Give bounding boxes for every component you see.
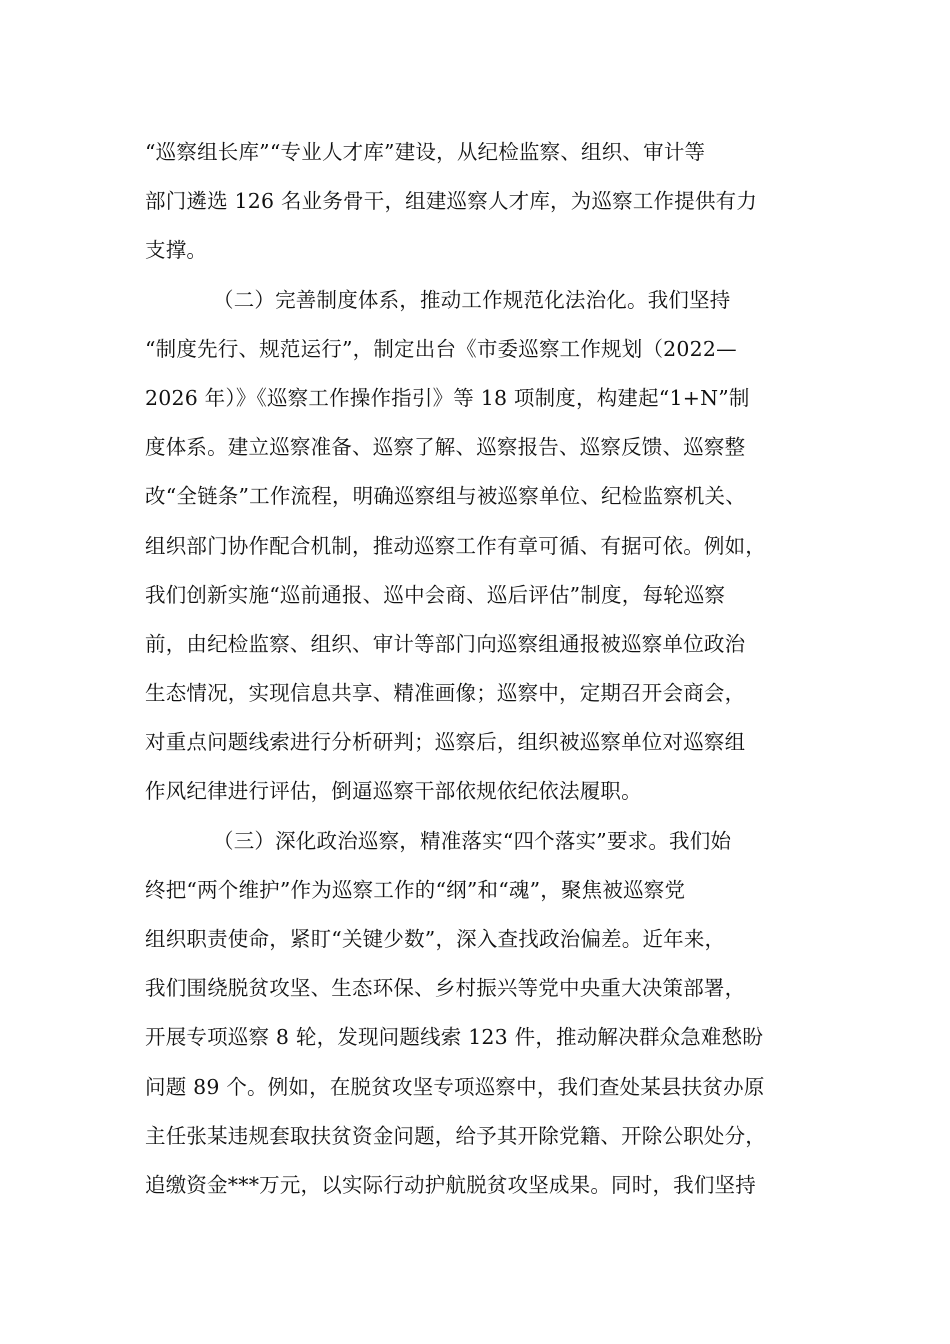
text-line: 部门遴选 126 名业务骨干，组建巡察人才库，为巡察工作提供有力: [145, 189, 758, 214]
text-line: 2026 年）》《巡察工作操作指引》等 18 项制度，构建起“1+N”制: [145, 385, 750, 410]
text-line: 我们围绕脱贫攻坚、生态环保、乡村振兴等党中央重大决策部署，: [145, 976, 746, 1001]
text-line: 前，由纪检监察、组织、审计等部门向巡察组通报被巡察单位政治: [145, 631, 746, 656]
text-line: 生态情况，实现信息共享、精准画像；巡察中，定期召开会商会，: [145, 681, 746, 706]
text-line: 对重点问题线索进行分析研判；巡察后，组织被巡察单位对巡察组: [145, 730, 746, 755]
text-line: 我们创新实施“巡前通报、巡中会商、巡后评估”制度，每轮巡察: [145, 582, 726, 607]
text-line: 改“全链条”工作流程，明确巡察组与被巡察单位、纪检监察机关、: [145, 484, 746, 509]
text-line: 开展专项巡察 8 轮，发现问题线索 123 件，推动解决群众急难愁盼: [145, 1025, 764, 1050]
section-heading-line: （二）完善制度体系，推动工作规范化法治化。我们坚持: [213, 287, 731, 312]
text-line: “巡察组长库”“专业人才库”建设，从纪检监察、组织、审计等: [145, 140, 706, 164]
text-line: 追缴资金***万元，以实际行动护航脱贫攻坚成果。同时，我们坚持: [145, 1172, 756, 1197]
body-text: [145, 128, 825, 1210]
text-line: 组织部门协作配合机制，推动巡察工作有章可循、有据可依。例如，: [145, 533, 766, 558]
section-heading-line: （三）深化政治巡察，精准落实“四个落实”要求。我们始: [213, 828, 732, 853]
text-line: 问题 89 个。例如，在脱贫攻坚专项巡察中，我们查处某县扶贫办原: [145, 1074, 765, 1099]
text-line: 终把“两个维护”作为巡察工作的“纲”和“魂”，聚焦被巡察党: [145, 877, 686, 902]
text-line: 组织职责使命，紧盯“关键少数”，深入查找政治偏差。近年来，: [145, 927, 726, 951]
text-line: 支撑。: [145, 238, 208, 263]
text-line: “制度先行、规范运行”，制定出台《市委巡察工作规划（2022—: [145, 336, 737, 361]
text-line: 主任张某违规套取扶贫资金问题，给予其开除党籍、开除公职处分，: [145, 1123, 766, 1148]
text-line: 作风纪律进行评估，倒逼巡察干部依规依纪依法履职。: [145, 779, 642, 804]
text-line: 度体系。建立巡察准备、巡察了解、巡察报告、巡察反馈、巡察整: [145, 435, 746, 460]
